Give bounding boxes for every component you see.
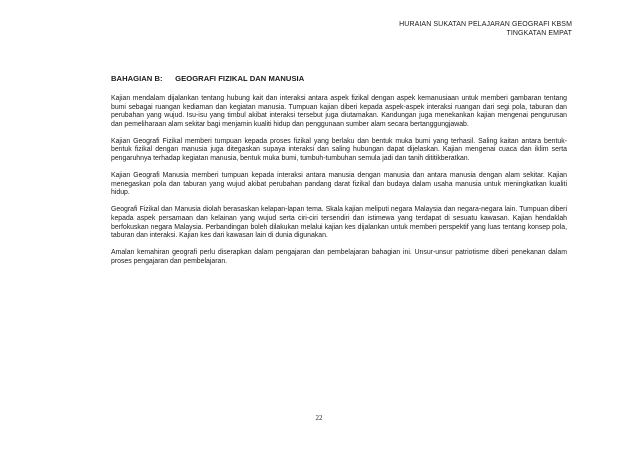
page-number: 22 xyxy=(315,414,323,422)
paragraph: Amalan kemahiran geografi perlu diserapkan dalam pengajaran dan pembelajaran bahagian ini. Unsur-unsur patriotisme diberi penekanan dalam proses pengajaran dan pembelajaran. xyxy=(111,249,567,265)
section-label: BAHAGIAN B: xyxy=(111,74,163,83)
body-text xyxy=(111,95,567,275)
running-header xyxy=(399,20,572,38)
paragraph: Kajian Geografi Manusia memberi tumpuan kepada interaksi antara manusia dengan manusia dan antara manusia dengan alam sekitar. Kajian menegaskan pola dan taburan yang wujud akibat perubahan pandang darat fizikal dan budaya dalam usaha manusia untuk meningkatkan kualiti hidup. xyxy=(111,172,567,197)
section-title: GEOGRAFI FIZIKAL DAN MANUSIA xyxy=(175,74,305,83)
paragraph: Kajian Geografi Fizikal memberi tumpuan kepada proses fizikal yang berlaku dan bentuk muka bumi yang terhasil. Saling kaitan antara bentuk-bentuk fizikal dengan manusia juga ditegaskan supaya interaksi dan saling hubungan dapat dijelaskan. Kajian mengenai cuaca dan iklim serta pengaruhnya terhadap kegiatan manusia, bentuk muka bumi, tumbuh-tumbuhan semula jadi dan tanih dititikberatkan. xyxy=(111,137,567,163)
paragraph: Kajian mendalam dijalankan tentang hubung kait dan interaksi antara aspek fizikal dengan aspek kemanusiaan untuk memberi gambaran tentang bumi sebagai ruangan kediaman dan kegiatan manusia. Tumpuan kajian diberi kepada aspek-aspek interaksi ruangan dari segi pola, taburan dan perubahan yang wujud. Isu-isu yang timbul akibat interaksi tersebut juga diutamakan. Kandungan juga menekankan kajian mengenai pengurusan dan pemeliharaan alam sekitar bagi menjamin kualiti hidup dan penggunaan sumber alam secara bertanggungjawab. xyxy=(111,95,567,128)
header-subtitle: TINGKATAN EMPAT xyxy=(506,30,572,37)
section-heading xyxy=(111,74,304,83)
paragraph: Geografi Fizikal dan Manusia diolah berasaskan kelapan-lapan tema. Skala kajian meliputi negara Malaysia dan negara-negara lain. Tumpuan diberi kepada aspek persamaan dan kelainan yang wujud serta ciri-ciri tersendiri dan istimewa yang terdapat di sesuatu kawasan. Kajian hendaklah berfokuskan negara Malaysia. Perbandingan boleh dilakukan melalui kajian kes dijalankan untuk memberi perspektif yang luas tentang konsep pola, taburan dan interaksi. Kajian kes dari kawasan lain di dunia digunakan. xyxy=(111,206,567,240)
header-title: HURAIAN SUKATAN PELAJARAN GEOGRAFI KBSM xyxy=(399,21,572,28)
